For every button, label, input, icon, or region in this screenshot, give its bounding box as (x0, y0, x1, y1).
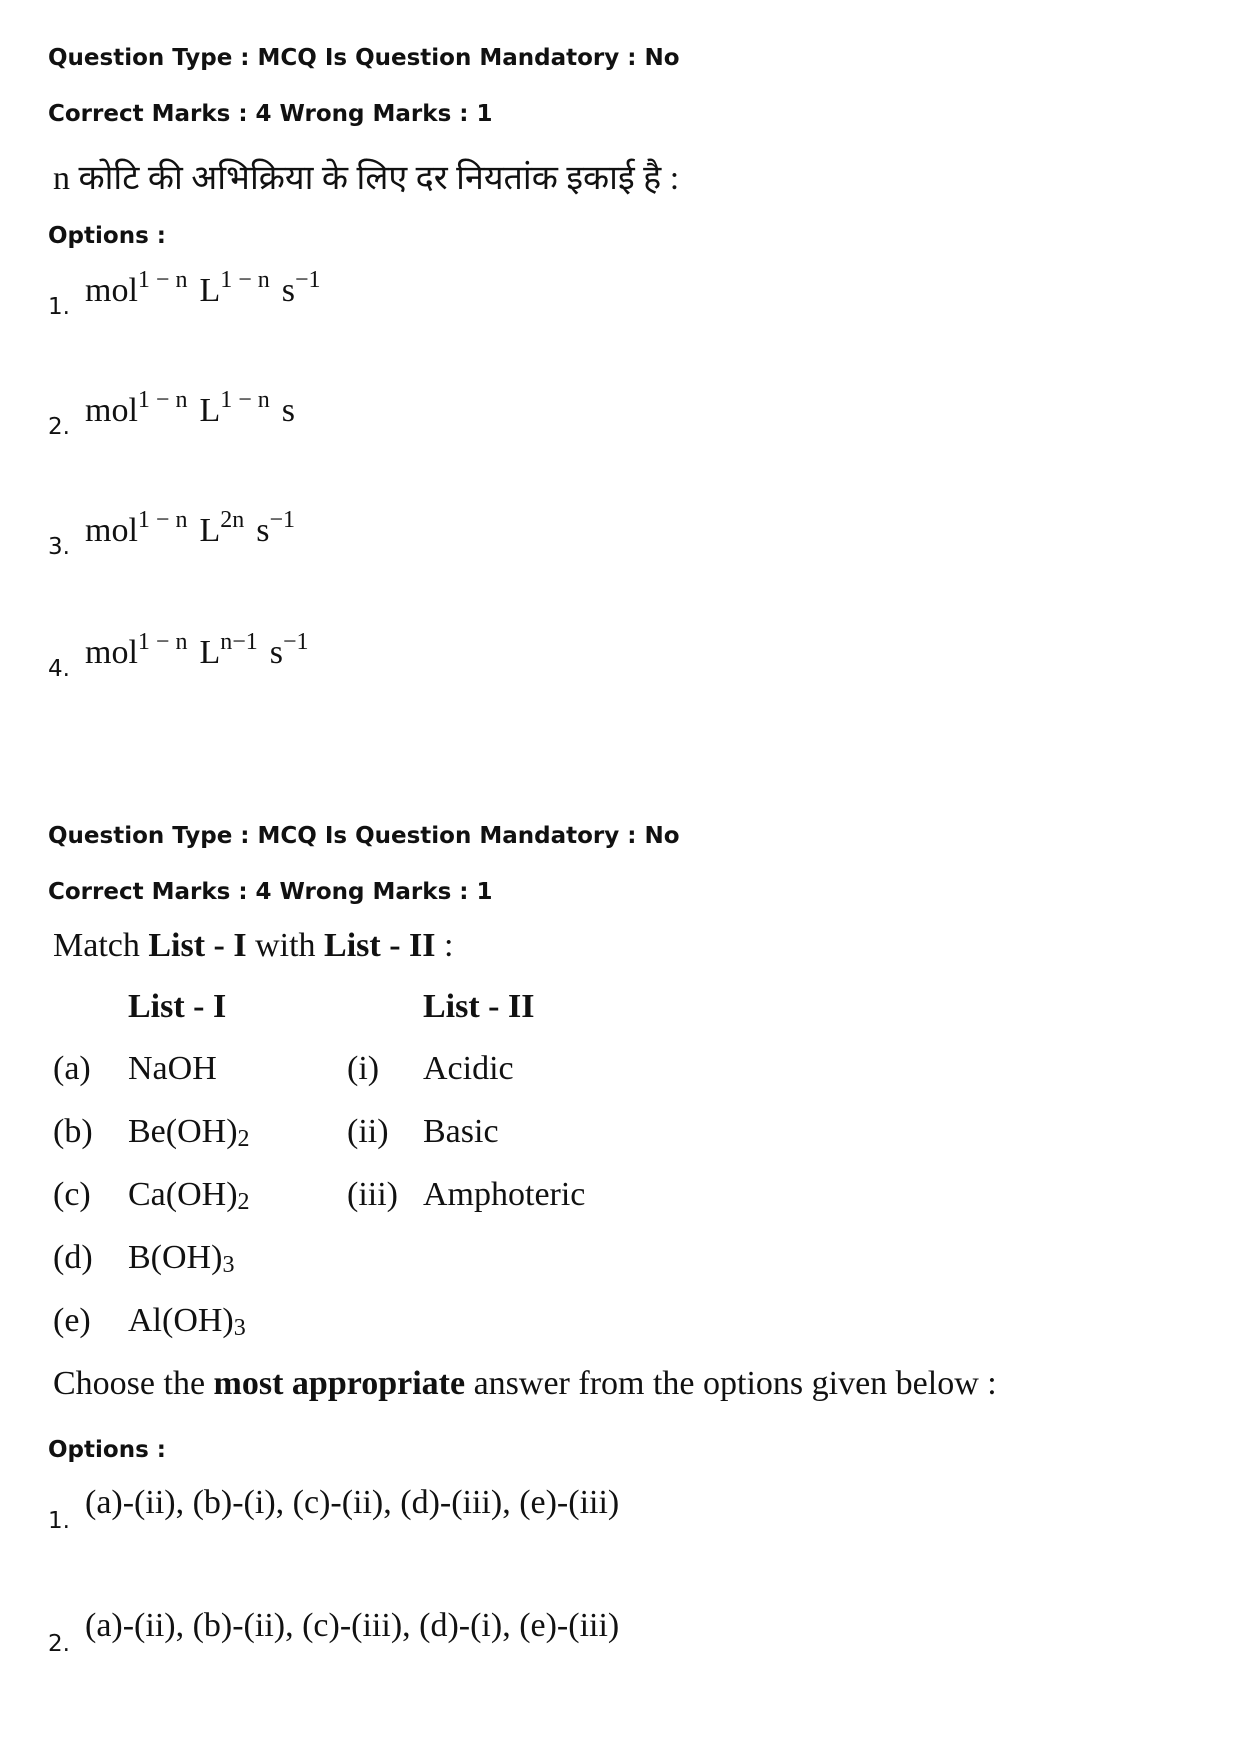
list2-property: Acidic (423, 1050, 514, 1087)
mol-unit: mol (85, 392, 138, 429)
option-formula (85, 387, 296, 430)
list1-compound: $Al(OH)_3$ (128, 1302, 246, 1341)
options-label: Options : (48, 223, 166, 249)
list2-label: (i) (347, 1050, 380, 1087)
question-intro (53, 927, 453, 965)
litre-exponent: n−1 (220, 629, 258, 655)
choose-instruction (53, 1365, 997, 1403)
option-number: 1. (48, 294, 70, 320)
list1-compound: NaOH (128, 1050, 217, 1087)
list2-heading: List - II (423, 988, 535, 1025)
option-formula (85, 629, 309, 672)
mol-exponent: 1 − n (137, 629, 188, 655)
second-exponent: −1 (283, 629, 309, 655)
list2-property: Amphoteric (423, 1176, 586, 1213)
litre-exponent: 1 − n (220, 387, 270, 413)
intro-text: : (435, 927, 454, 964)
instruction-text: Choose the (53, 1365, 214, 1402)
list1-compound: $Ca(OH)_2$ (128, 1176, 250, 1215)
list1-label: (d) (53, 1239, 93, 1276)
litre-exponent: 2n (220, 507, 245, 533)
option-number: 2. (48, 414, 70, 440)
mol-exponent: 1 − n (137, 267, 188, 293)
marks-line: Correct Marks : 4 Wrong Marks : 1 (48, 101, 493, 127)
list2-label: (ii) (347, 1113, 389, 1150)
litre-unit: L (199, 272, 221, 309)
instruction-text: answer from the options given below : (465, 1365, 997, 1402)
list1-label: (c) (53, 1176, 91, 1213)
second-unit: s (256, 512, 270, 549)
mol-unit: mol (85, 634, 138, 671)
litre-unit: L (199, 392, 221, 429)
list1-label: (b) (53, 1113, 93, 1150)
list2-label: (iii) (347, 1176, 398, 1213)
second-unit: s (269, 634, 284, 671)
mol-unit: mol (85, 512, 138, 549)
litre-exponent: 1 − n (220, 267, 270, 293)
list1-compound: $B(OH)_3$ (128, 1239, 235, 1278)
list1-label: (a) (53, 1050, 91, 1087)
option-number: 4. (48, 656, 70, 682)
list1-compound: $Be(OH)_2$ (128, 1113, 250, 1152)
litre-unit: L (199, 634, 221, 671)
option-number: 1. (48, 1508, 70, 1534)
second-exponent: −1 (269, 507, 296, 533)
question-type-line: Question Type : MCQ Is Question Mandatory : No (48, 823, 680, 849)
question-type-line: Question Type : MCQ Is Question Mandatory : No (48, 45, 680, 71)
option-text: (a)-(ii), (b)-(i), (c)-(ii), (d)-(iii), (e)-(iii) (85, 1484, 620, 1521)
option-formula (85, 507, 296, 550)
second-unit: s (281, 392, 296, 429)
second-exponent: −1 (295, 267, 321, 293)
mol-unit: mol (85, 272, 138, 309)
question-text: n कोटि की अभिक्रिया के लिए दर नियतांक इकाई है : (53, 160, 680, 197)
option-number: 2. (48, 1631, 70, 1657)
option-number: 3. (48, 534, 70, 560)
list1-heading: List - I (128, 988, 227, 1025)
intro-list1: List - I (148, 927, 247, 964)
intro-text: with (246, 927, 325, 964)
mol-exponent: 1 − n (137, 387, 188, 413)
second-unit: s (281, 272, 296, 309)
marks-line: Correct Marks : 4 Wrong Marks : 1 (48, 879, 493, 905)
litre-unit: L (199, 512, 221, 549)
option-formula (85, 267, 321, 310)
option-text: (a)-(ii), (b)-(ii), (c)-(iii), (d)-(i), (e)-(iii) (85, 1607, 620, 1644)
options-label: Options : (48, 1437, 166, 1463)
list2-property: Basic (423, 1113, 499, 1150)
intro-text: Match (53, 927, 149, 964)
intro-list2: List - II (324, 927, 436, 964)
instruction-emphasis: most appropriate (213, 1365, 466, 1402)
list1-label: (e) (53, 1302, 91, 1339)
mol-exponent: 1 − n (137, 507, 188, 533)
